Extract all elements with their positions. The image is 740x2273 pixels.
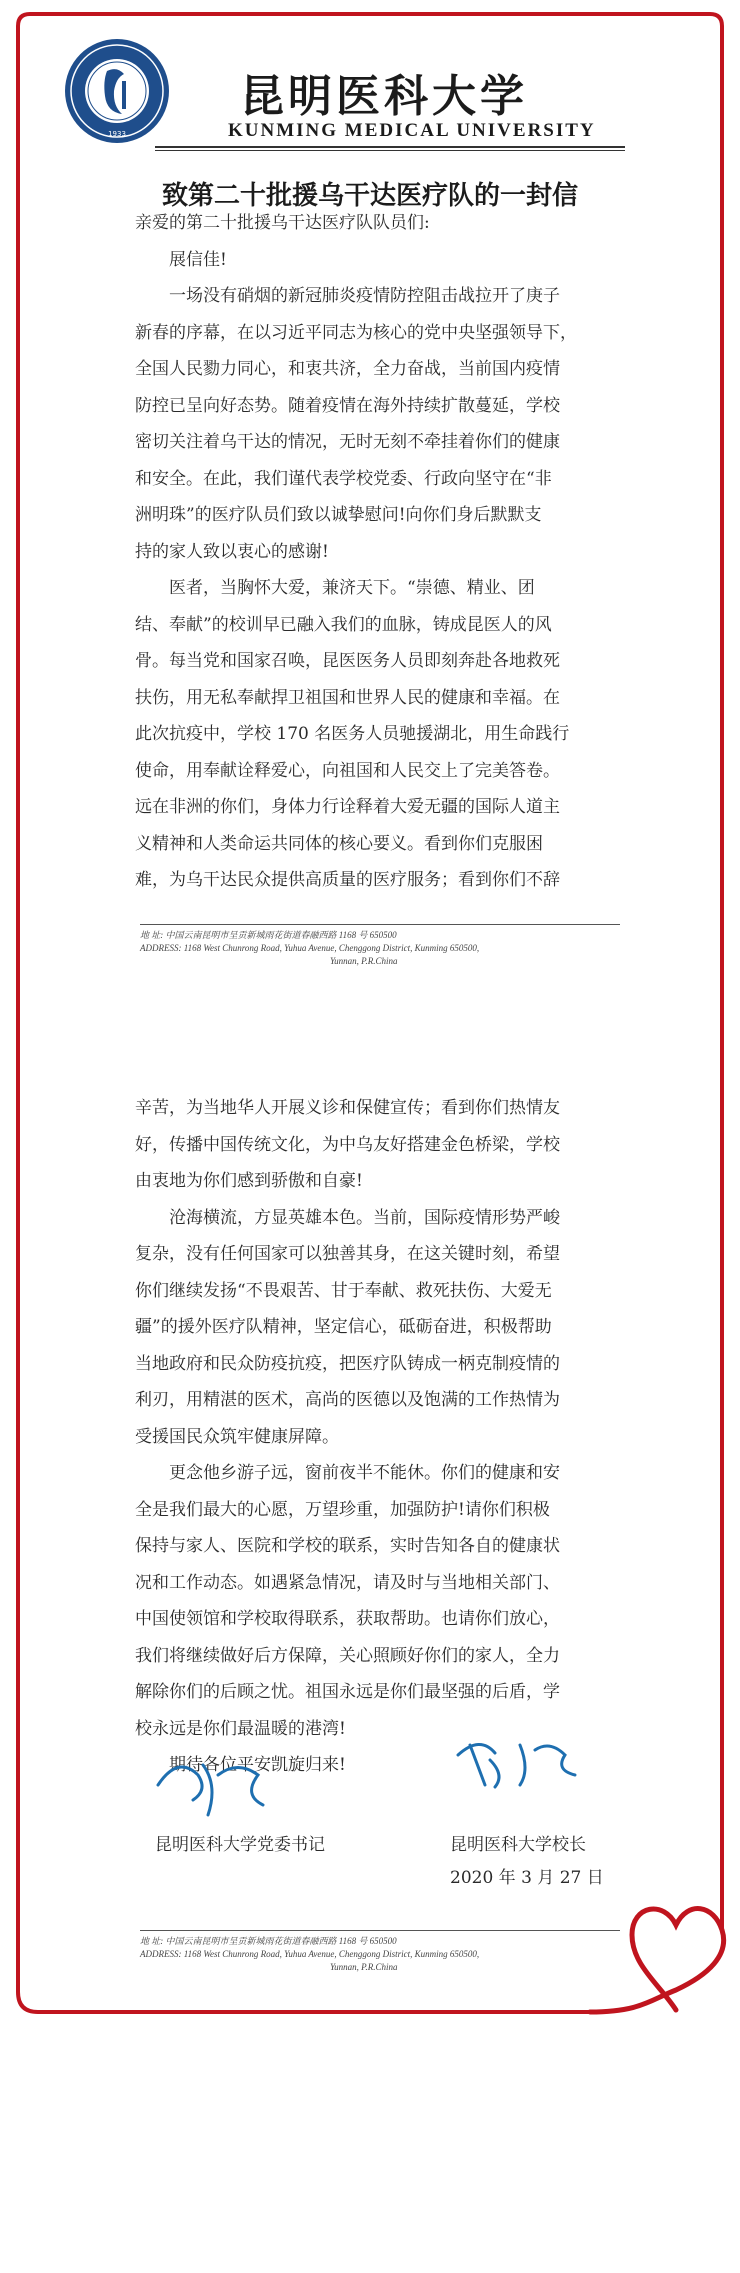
letter-body-page2 [135, 1090, 615, 1784]
university-name-cn: 昆明医科大学 [240, 71, 528, 122]
body-line: 扶伤，用无私奉献捍卫祖国和世界人民的健康和幸福。在 [135, 687, 560, 708]
body-line: 疆”的援外医疗队精神，坚定信心，砥砺奋进，积极帮助 [135, 1317, 552, 1337]
body-line: 医者，当胸怀大爱，兼济天下。“崇德、精业、团 [169, 578, 535, 598]
body-line: 此次抗疫中，学校 170 名医务人员驰援湖北，用生命践行 [135, 724, 570, 744]
body-line: 新春的序幕，在以习近平同志为核心的党中央坚强领导下， [135, 322, 577, 343]
body-line: 辛苦，为当地华人开展义诊和保健宣传；看到你们热情友 [135, 1098, 560, 1118]
footer-rule [140, 924, 620, 925]
university-seal-icon [62, 36, 172, 146]
footer-address-cn: 地 址: 中国云南昆明市呈贡新城雨花街道春融西路 1168 号 650500 [140, 1936, 397, 1946]
body-line: 由衷地为你们感到骄傲和自豪! [135, 1171, 363, 1191]
body-line: 结、奉献”的校训早已融入我们的血脉，铸成昆医人的风 [135, 614, 552, 635]
body-line: 复杂，没有任何国家可以独善其身，在这关键时刻，希望 [135, 1244, 560, 1264]
header-rule-thin [155, 150, 625, 151]
body-line: 你们继续发扬“不畏艰苦、甘于奉献、救死扶伤、大爱无 [135, 1280, 552, 1301]
body-line: 全国人民勠力同心，和衷共济，全力奋战，当前国内疫情 [135, 359, 560, 379]
body-line: 期待各位平安凯旋归来! [169, 1755, 346, 1775]
greeting: 展信佳! [169, 249, 227, 270]
body-line: 远在非洲的你们，身体力行诠释着大爱无疆的国际人道主 [135, 797, 560, 817]
letterhead [0, 0, 740, 150]
body-line: 受援国民众筑牢健康屏障。 [135, 1426, 339, 1447]
body-line: 当地政府和民众防疫抗疫，把医疗队铸成一柄克制疫情的 [135, 1353, 560, 1374]
page2-footer [140, 1930, 620, 1974]
body-line: 持的家人致以衷心的感谢! [135, 541, 329, 562]
salutation: 亲爱的第二十批援乌干达医疗队队员们: [135, 213, 430, 233]
body-line: 使命，用奉献诠释爱心，向祖国和人民交上了完美答卷。 [135, 760, 560, 781]
body-line: 难，为乌干达民众提供高质量的医疗服务；看到你们不辞 [135, 870, 560, 890]
body-line: 洲明珠”的医疗队员们致以诚挚慰问!向你们身后默默支 [135, 505, 542, 525]
body-line: 利刃，用精湛的医术，高尚的医德以及饱满的工作热情为 [135, 1390, 560, 1410]
body-line: 和安全。在此，我们谨代表学校党委、行政向坚守在“非 [135, 468, 552, 489]
body-line: 更念他乡游子远，窗前夜半不能休。你们的健康和安 [169, 1463, 560, 1483]
body-line: 沧海横流，方显英雄本色。当前，国际疫情形势严峻 [169, 1207, 560, 1228]
footer-address-en-2: Yunnan, P.R.China [330, 956, 398, 966]
body-line: 义精神和人类命运共同体的核心要义。看到你们克服困 [135, 833, 543, 854]
footer-address-en-2: Yunnan, P.R.China [330, 1962, 398, 1972]
letter-body-page1 [135, 205, 615, 899]
body-line: 中国使领馆和学校取得联系，获取帮助。也请你们放心， [135, 1609, 560, 1629]
signature-right-icon [450, 1725, 590, 1795]
body-line: 防控已呈向好态势。随着疫情在海外持续扩散蔓延，学校 [135, 395, 560, 416]
body-line: 况和工作动态。如遇紧急情况，请及时与当地相关部门、 [135, 1572, 560, 1593]
footer-rule [140, 1930, 620, 1931]
body-line: 密切关注着乌干达的情况，无时无刻不牵挂着你们的健康 [135, 432, 560, 452]
body-line: 我们将继续做好后方保障，关心照顾好你们的家人，全力 [135, 1645, 560, 1666]
body-line: 骨。每当党和国家召唤，昆医医务人员即刻奔赴各地救死 [135, 651, 560, 671]
body-line: 好，传播中国传统文化，为中乌友好搭建金色桥梁，学校 [135, 1134, 560, 1155]
body-line: 一场没有硝烟的新冠肺炎疫情防控阻击战拉开了庚子 [169, 286, 560, 306]
body-line: 校永远是你们最温暖的港湾! [135, 1718, 346, 1739]
page1-footer [140, 924, 620, 968]
footer-address-en: ADDRESS: 1168 West Chunrong Road, Yuhua Avenue, Chenggong District, Kunming 650500, [140, 1949, 480, 1959]
footer-address-cn: 地 址: 中国云南昆明市呈贡新城雨花街道春融西路 1168 号 650500 [140, 930, 397, 940]
body-line: 解除你们的后顾之忧。祖国永远是你们最坚强的后盾，学 [135, 1682, 560, 1702]
body-line: 全是我们最大的心愿，万望珍重，加强防护!请你们积极 [135, 1499, 550, 1520]
body-line: 保持与家人、医院和学校的联系，实时告知各自的健康状 [135, 1536, 560, 1556]
letter-title: 致第二十批援乌干达医疗队的一封信 [161, 181, 578, 211]
letter-date: 2020 年 3 月 27 日 [450, 1868, 604, 1888]
signature-left-icon [148, 1745, 278, 1820]
university-name-en: KUNMING MEDICAL UNIVERSITY [228, 120, 596, 141]
signatory-left: 昆明医科大学党委书记 [155, 1835, 325, 1855]
svg-text:1933: 1933 [108, 130, 126, 138]
footer-address-en: ADDRESS: 1168 West Chunrong Road, Yuhua Avenue, Chenggong District, Kunming 650500, [140, 943, 480, 953]
signatory-right: 昆明医科大学校长 [450, 1835, 586, 1855]
header-rule [155, 146, 625, 148]
page1-lines [135, 278, 615, 899]
page2-lines [135, 1090, 615, 1784]
